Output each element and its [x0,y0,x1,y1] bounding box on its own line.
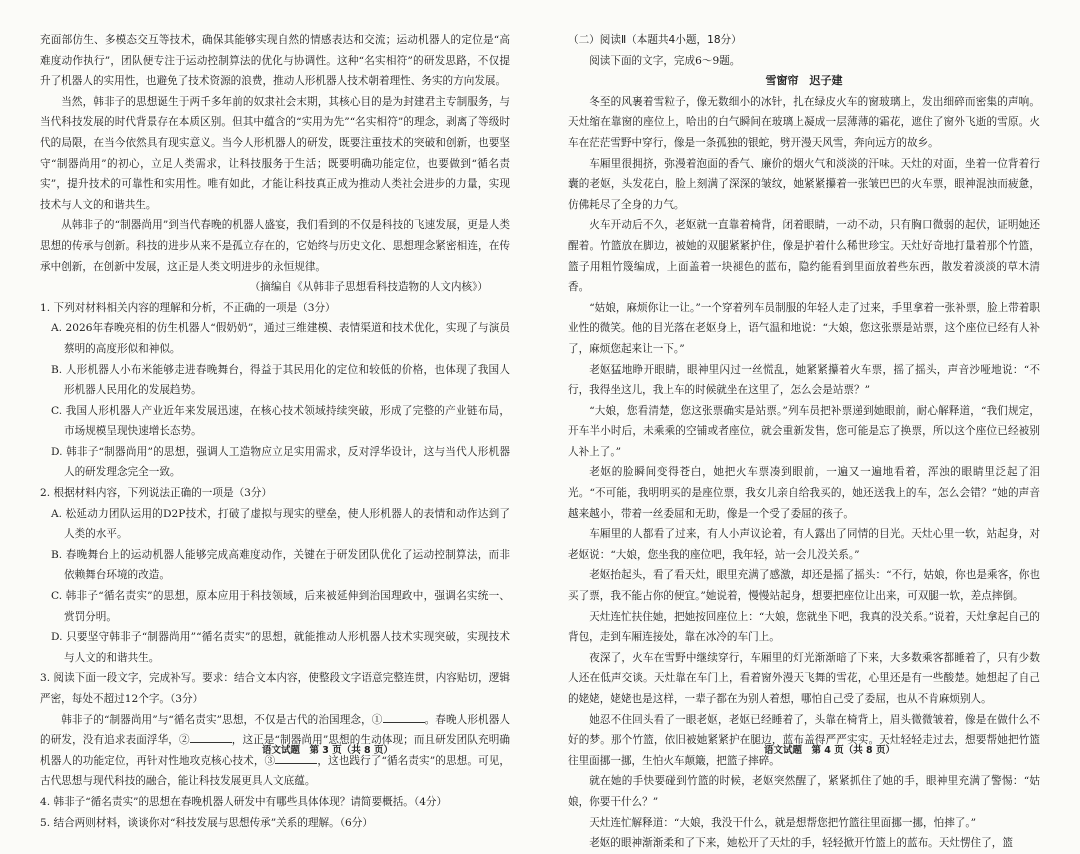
paragraph: 冬至的风裹着雪粒子，像无数细小的冰针，扎在绿皮火车的窗玻璃上，发出细碎而密集的声响。天灶缩在靠窗的座位上，哈出的白气瞬间在玻璃上凝成一层薄薄的霜花，遮住了窗外飞逝的雪原。火车在茫茫雪野中穿行，像是一条孤独的银蛇，劈开漫天风雪，奔向远方的故乡。 [568,95,1040,149]
question-1: 1. 下列对材料相关内容的理解和分析，不正确的一项是（3分） [40,301,336,314]
passage-part: ，这也践行了“循名责实”的思想。可见，古代思想与现代科技的融合，能让科技发展更具人文底蕴。 [40,754,510,788]
story-title: 雪窗帘 迟子建 [765,74,843,88]
answer-blank-2[interactable] [190,731,232,743]
answer-blank-1[interactable] [383,711,425,723]
paragraph: 就在她的手快要碰到竹篮的时候，老妪突然醒了，紧紧抓住了她的手，眼神里充满了警惕：“姑娘，你要干什么？” [568,775,1040,808]
paragraph: 当然，韩非子的思想诞生于两千多年前的奴隶社会末期，其核心目的是为封建君主专制服务，与当代科技发展的时代背景存在本质区别。但其中蕴含的“实用为先”“名实相符”的理念，剥离了等级时代的局限，在当今依然具有现实意义。当今人形机器人的研发，既要注重技术的突破和创新，也要坚守“制器尚用”的初心，立足人类需求，让科技服务于生活；既要明确功能定位，也要做到“循名责实”，提升技术的可靠性和实用性。唯有如此，才能让科技真正成为推动人类社会进步的力量，实现技术与人文的和谐共生。 [40,95,510,211]
question-3: 3. 阅读下面一段文字，完成补写。要求：结合文本内容，使整段文字语意完整连贯，内容贴切，逻辑严密，每处不超过12个字。（3分） [40,672,510,705]
paragraph: 充面部仿生、多模态交互等技术，确保其能够实现自然的情感表达和交流；运动机器人的定位是“高难度动作执行”，团队便专注于运动控制算法的优化与协调性。这种“名实相符”的研发思路，不仅提升了机器人的实用性，也避免了技术资源的浪费，推动人形机器人技术朝着理性、务实的方向发展。 [40,34,510,88]
option-1c: C. 我国人形机器人产业近年来发展迅速，在核心技术领域持续突破，形成了完整的产业链布局，市场规模呈现快速增长态势。 [51,404,510,438]
passage-part: 。春晚人形机器人的研发，没有追求表面浮华，② [40,713,511,747]
paragraph: 老妪的眼神渐渐柔和了下来，她松开了天灶的手，轻轻掀开竹篮上的蓝布。天灶愣住了，篮 [589,837,1013,850]
paragraph: 老妪猛地睁开眼睛，眼神里闪过一丝慌乱，她紧紧攥着火车票，摇了摇头，声音沙哑地说：“不行，我得坐这儿，我上车的时候就坐在这里了，怎么会是站票？” [568,363,1040,397]
passage-part: 韩非子的“制器尚用”与“循名责实”思想，不仅是古代的治国理念，① [61,713,383,726]
paragraph: 车厢里很拥挤，弥漫着泡面的香气、廉价的烟火气和淡淡的汗味。天灶的对面，坐着一位背着行囊的老妪，头发花白，脸上刻满了深深的皱纹，她紧紧攥着一张皱巴巴的火车票，眼神混浊而疲惫，仿佛耗尽了全身的力气。 [568,157,1040,211]
paragraph: “姑娘，麻烦你让一让。”一个穿着列车员制服的年轻人走了过来，手里拿着一张补票，脸上带着职业性的微笑。他的目光落在老妪身上，语气温和地说：“大娘，您这张票是站票，这个座位已经有人补了，麻烦您起来让一下。” [568,301,1040,355]
option-2b: B. 春晚舞台上的运动机器人能够完成高难度动作，关键在于研发团队优化了运动控制算法，而非依赖舞台环境的改造。 [51,548,510,582]
option-2a: A. 松延动力团队运用的D2P技术，打破了虚拟与现实的壁垒，使人形机器人的表情和动作达到了人类的水平。 [51,507,510,541]
paragraph: 她忍不住回头看了一眼老妪，老妪已经睡着了，头靠在椅背上，眉头微微皱着，像是在做什么不好的梦。那个竹篮，依旧被她紧紧护在腿边，蓝布盖得严严实实。天灶轻轻走过去，想要帮她把竹篮往里面挪一挪，生怕火车颠簸，把篮子摔碎。 [568,713,1040,767]
option-2c: C. 韩非子“循名责实”的思想，原本应用于科技领域，后来被延伸到治国理政中，强调名实统一、赏罚分明。 [51,590,510,623]
question-2: 2. 根据材料内容，下列说法正确的一项是（3分） [40,487,273,500]
source-attribution: （摘编自《从韩非子思想看科技造物的人文内核》） [249,281,488,294]
passage-part: ，这正是“制器尚用”思想的生动体现；而且研发团队充明确机器人的功能定位，再针对性地攻克核心技术，③ [40,734,510,767]
paragraph: 车厢里的人都看了过来，有人小声议论着，有人露出了同情的目光。天灶心里一软，站起身，对老妪说：“大娘，您坐我的座位吧，我年轻，站一会儿没关系。” [568,528,1040,561]
paragraph: 从韩非子的“制器尚用”到当代春晚的机器人盛宴，我们看到的不仅是科技的飞速发展，更是人类思想的传承与创新。科技的进步从来不是孤立存在的，它始终与历史文化、思想理念紧密相连，在传承中创新，在创新中发展，这正是人类文明进步的永恒规律。 [40,219,510,273]
paragraph: “大娘，您看清楚，您这张票确实是站票。”列车员把补票递到她眼前，耐心解释道，“我们规定，开车半小时后，未乘乘的空铺或者座位，就会重新发售，您可能是忘了换票，所以这个座位已经被别人补上了。” [568,404,1040,458]
paragraph: 老妪抬起头，看了看天灶，眼里充满了感激，却还是摇了摇头：“不行，姑娘，你也是乘客，你也买了票，我不能占你的便宜。”她说着，慢慢站起身，想要把座位让出来，可双腿一软，差点摔倒。 [568,569,1040,603]
option-1b: B. 人形机器人小布米能够走进春晚舞台，得益于其民用化的定位和较低的价格，也体现了我国人形机器人民用化的发展趋势。 [51,363,510,397]
section-heading: （二）阅读Ⅱ（本题共4小题，18分） [568,34,742,46]
question-5: 5. 结合两则材料，谈谈你对“科技发展与思想传承”关系的理解。（6分） [40,816,373,829]
paragraph: 天灶连忙扶住她，把她按回座位上：“大娘，您就坐下吧，我真的没关系。”说着，天灶拿起自己的背包，走到车厢连接处，靠在冰冷的车门上。 [568,610,1040,644]
page-footer-right: 语文试题 第 4 页（共 8 页） [764,745,895,756]
instructions: 阅读下面的文字，完成6～9题。 [589,54,741,67]
paragraph: 天灶连忙解释道：“大娘，我没干什么，就是想帮您把竹篮往里面挪一挪，怕摔了。” [589,816,977,829]
option-1a: A. 2026年春晚亮相的仿生机器人“假奶奶”，通过三维建模、表情渠道和技术优化，实现了与演员蔡明的高度形似和神似。 [51,322,510,355]
option-1d: D. 韩非子“制器尚用”的思想，强调人工造物应立足实用需求，反对浮华设计，这与当代人形机器人的研发理念完全一致。 [51,445,510,479]
option-2d: D. 只要坚守韩非子“制器尚用”“循名责实”的思想，就能推动人形机器人技术实现突破，实现技术与人文的和谐共生。 [51,631,510,664]
paragraph: 夜深了，火车在雪野中继续穿行，车厢里的灯光渐渐暗了下来，大多数乘客都睡着了，只有少数人还在低声交谈。天灶靠在车门上，看着窗外漫天飞舞的雪花，心里还是有一些酸楚。她想起了自己的姥姥，姥姥也是这样，一辈子都在为别人着想，哪怕自己受了委屈，也从不肯麻烦别人。 [568,651,1040,705]
paragraph: 火车开动后不久，老妪就一直靠着椅背，闭着眼睛，一动不动，只有胸口微弱的起伏，证明她还醒着。竹篮放在脚边，被她的双腿紧紧护住，像是护着什么稀世珍宝。天灶好奇地打量着那个竹篮，篮子用粗竹篾编成，上面盖着一块褪色的蓝布，隐约能看到里面放着些东西，散发着淡淡的草木清香。 [568,219,1040,294]
paragraph: 老妪的脸瞬间变得苍白，她把火车票凑到眼前，一遍又一遍地看着，浑浊的眼睛里泛起了泪光。“不可能，我明明买的是座位票，我女儿亲自给我买的，她还送我上的车，怎么会错？”她的声音越来越小，带着一丝委屈和无助，像是一个受了委屈的孩子。 [568,466,1040,520]
question-4: 4. 韩非子“循名责实”的思想在春晚机器人研发中有哪些具体体现？请简要概括。（4分） [40,795,448,808]
page-footer-left: 语文试题 第 3 页（共 8 页） [262,745,393,756]
